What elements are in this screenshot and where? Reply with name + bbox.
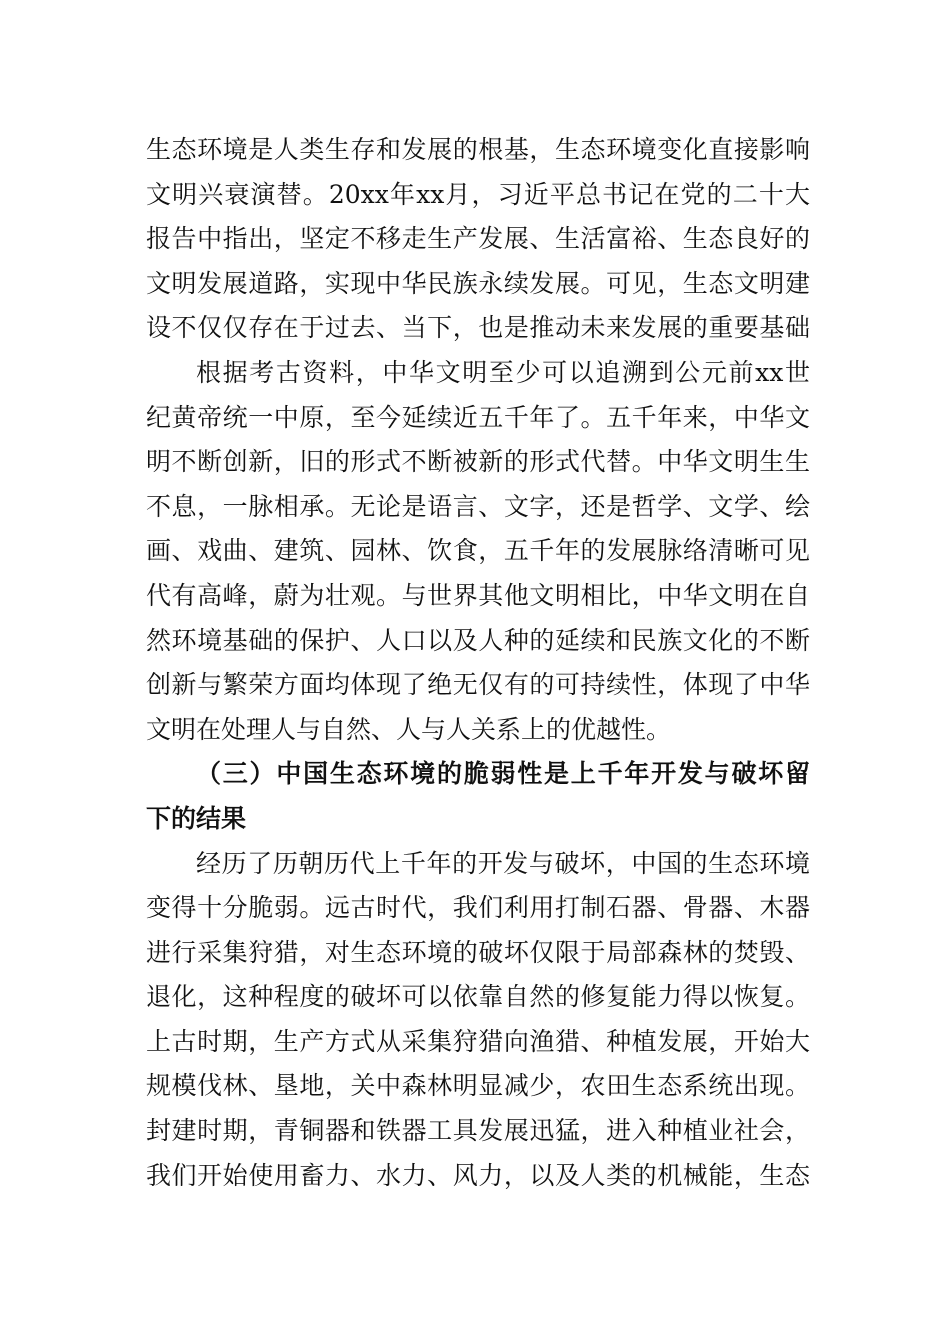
text-line: 报告中指出，坚定不移走生产发展、生活富裕、生态良好的	[146, 224, 810, 254]
paragraph-ecology-foundation	[146, 128, 810, 351]
text-line: 封建时期，青铜器和铁器工具发展迅猛，进入种植业社会，	[146, 1116, 810, 1146]
text-line: 明不断创新，旧的形式不断被新的形式代替。中华文明生生	[146, 447, 810, 477]
text-line: 代有高峰，蔚为壮观。与世界其他文明相比，中华文明在自	[146, 580, 810, 610]
text-line: 变得十分脆弱。远古时代，我们利用打制石器、骨器、木器	[146, 893, 810, 923]
text-line: 退化，这种程度的破坏可以依靠自然的修复能力得以恢复。	[146, 982, 810, 1012]
text-line: 我们开始使用畜力、水力、风力，以及人类的机械能，生态	[146, 1160, 810, 1190]
heading-line: 下的结果	[146, 803, 247, 833]
text-line: 根据考古资料，中华文明至少可以追溯到公元前xx世	[196, 357, 810, 387]
text-line: 文明兴衰演替。20xx年xx月，习近平总书记在党的二十大	[146, 179, 810, 209]
text-line: 生态环境是人类生存和发展的根基，生态环境变化直接影响	[146, 135, 810, 164]
text-line: 纪黄帝统一中原，至今延续近五千年了。五千年来，中华文	[146, 402, 810, 432]
text-line: 然环境基础的保护、人口以及人种的延续和民族文化的不断	[146, 625, 810, 655]
text-line: 不息，一脉相承。无论是语言、文字，还是哲学、文学、绘	[146, 491, 810, 521]
text-line: 进行采集狩猎，对生态环境的破坏仅限于局部森林的焚毁、	[146, 937, 810, 967]
document-body	[146, 128, 810, 1198]
heading-line: （三）中国生态环境的脆弱性是上千年开发与破坏留	[196, 759, 810, 789]
paragraph-ecological-fragility	[146, 842, 810, 1199]
text-line: 画、戏曲、建筑、园林、饮食，五千年的发展脉络清晰可见	[146, 536, 810, 566]
text-line: 创新与繁荣方面均体现了绝无仅有的可持续性，体现了中华	[146, 670, 810, 700]
text-line: 设不仅仅存在于过去、当下，也是推动未来发展的重要基础	[146, 313, 810, 343]
text-line: 上古时期，生产方式从采集狩猎向渔猎、种植发展，开始大	[146, 1026, 810, 1056]
text-line: 文明在处理人与自然、人与人关系上的优越性。	[146, 714, 672, 744]
text-line: 经历了历朝历代上千年的开发与破坏，中国的生态环境	[196, 848, 810, 878]
text-line: 文明发展道路，实现中华民族永续发展。可见，生态文明建	[146, 268, 810, 298]
paragraph-chinese-civilization	[146, 351, 810, 752]
text-line: 规模伐林、垦地，关中森林明显减少，农田生态系统出现。	[146, 1071, 810, 1101]
section-heading-3	[146, 752, 810, 841]
